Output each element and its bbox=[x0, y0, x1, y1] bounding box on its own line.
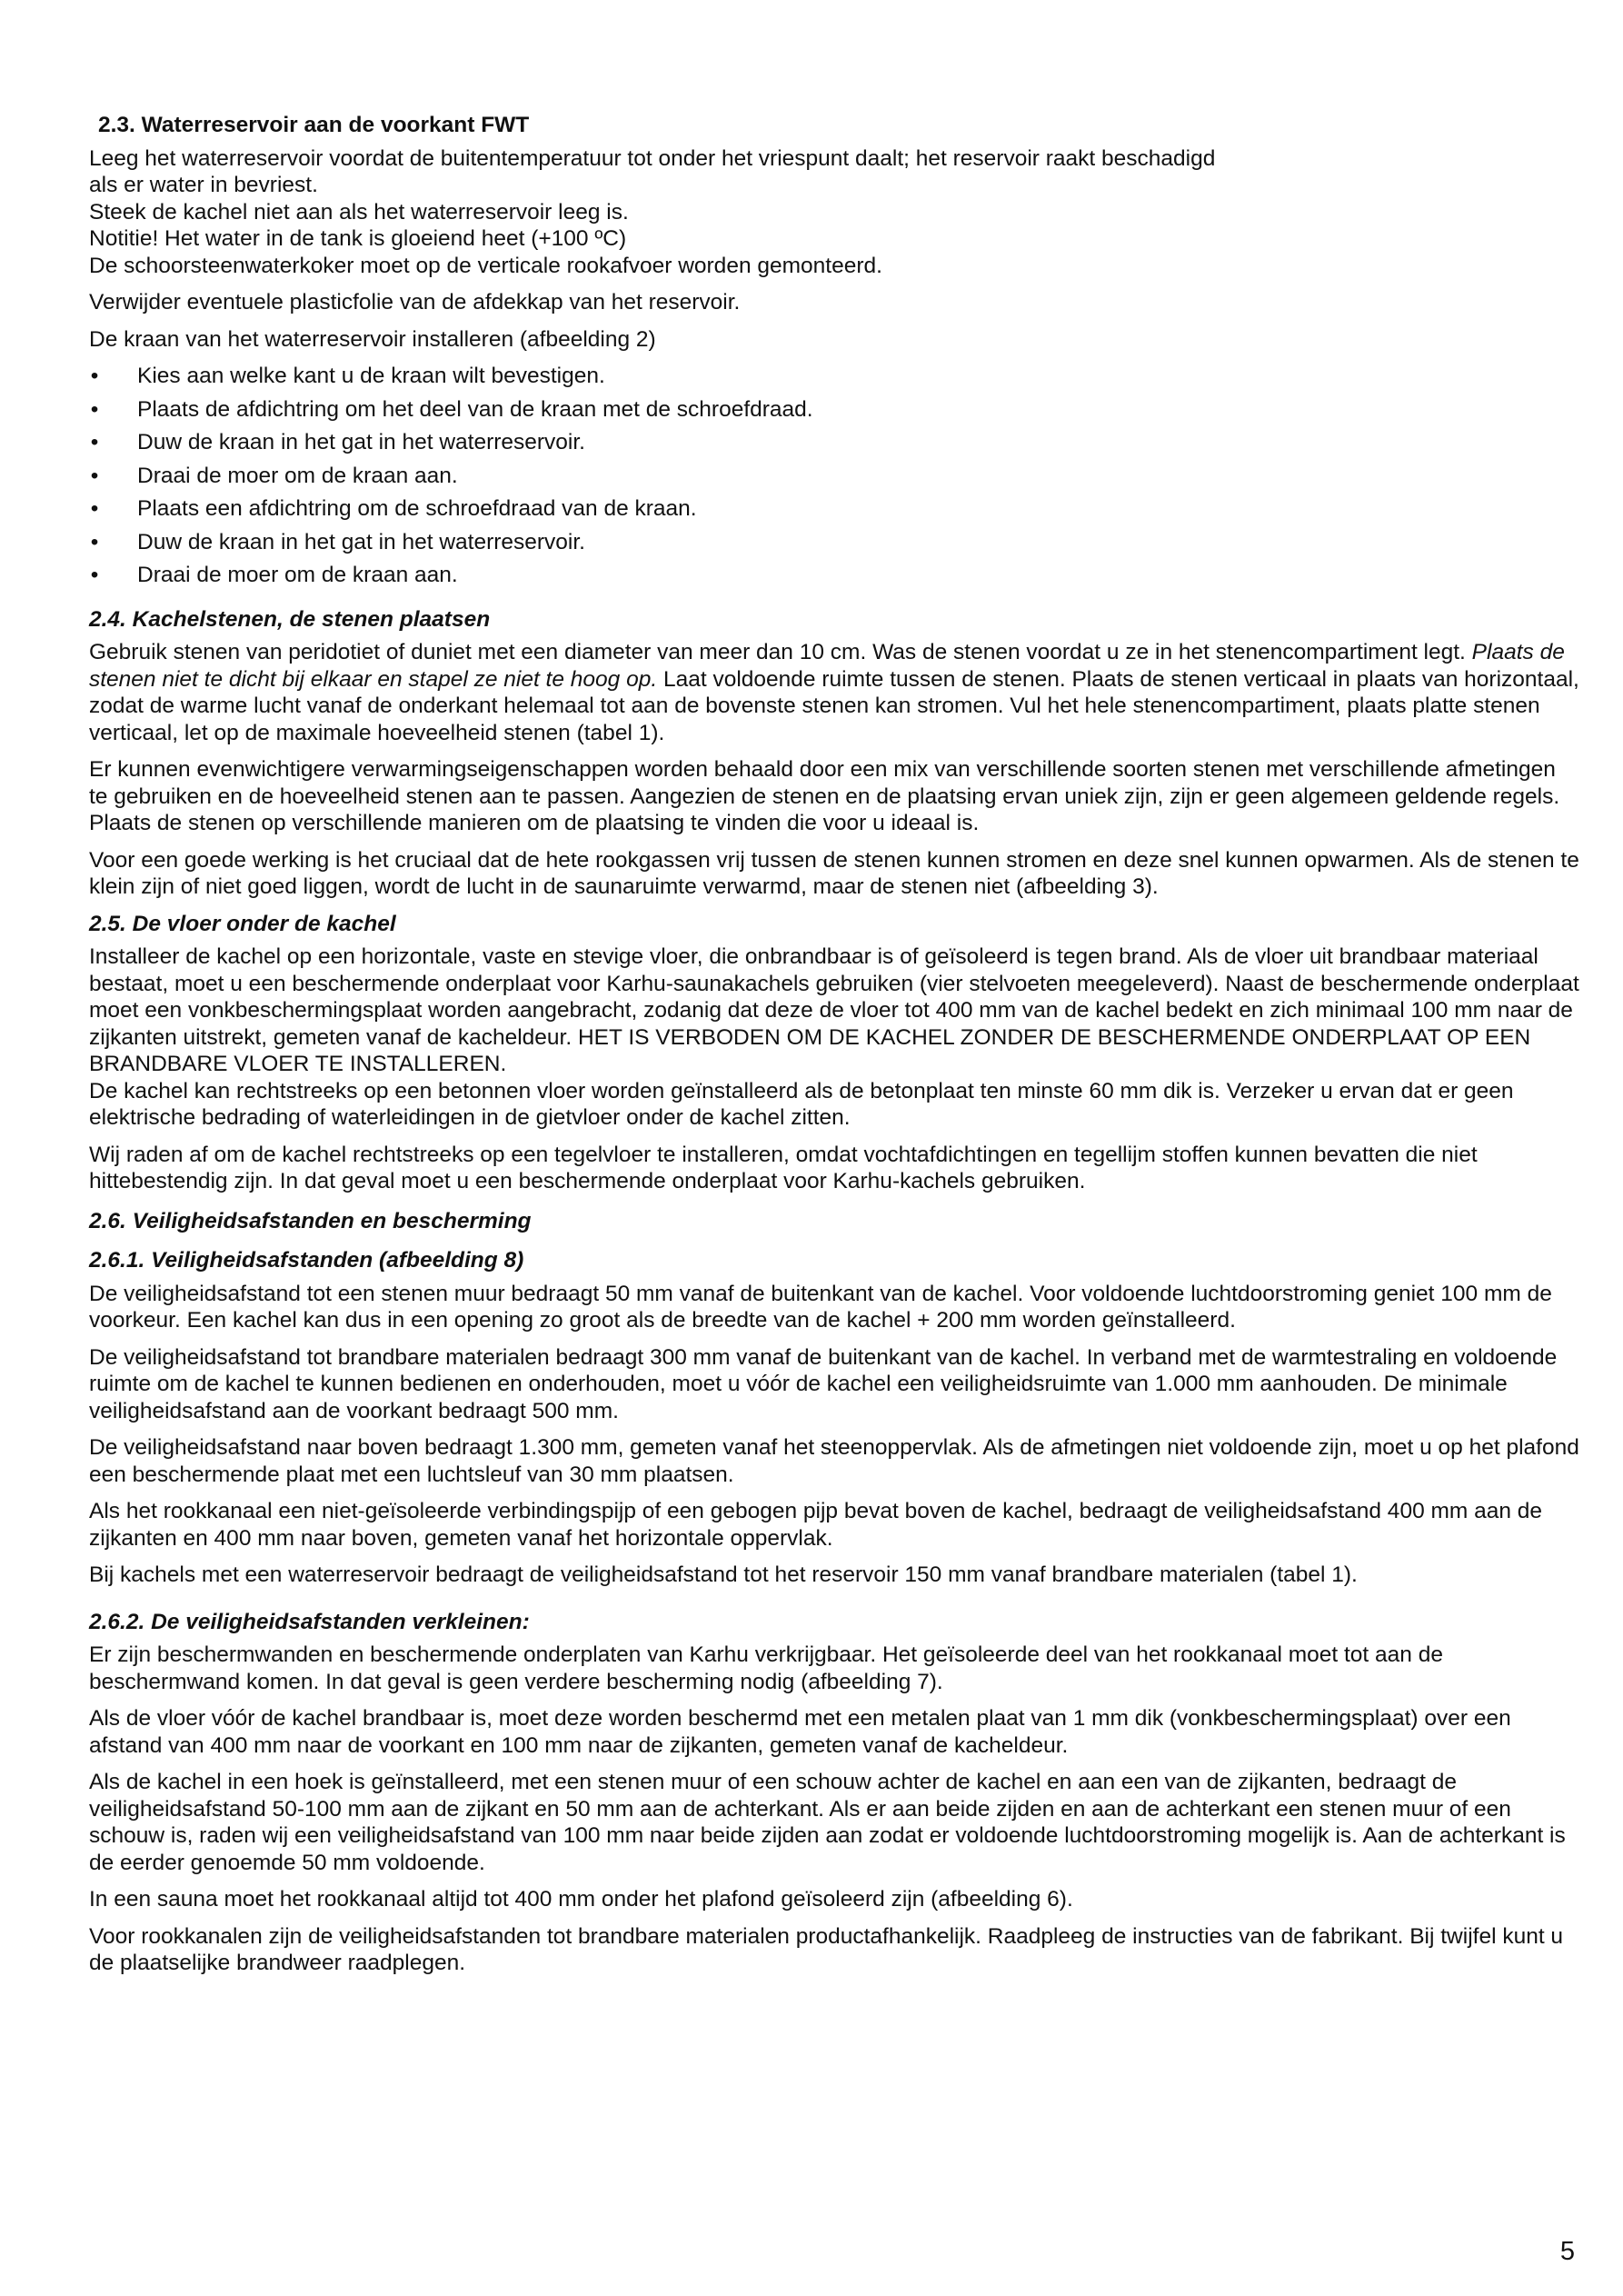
paragraph: In een sauna moet het rookkanaal altijd tot 400 mm onder het plafond geïsoleerd zijn (afbeelding 6). bbox=[89, 1887, 1073, 1912]
bullet-icon: • bbox=[90, 529, 99, 554]
list-item bbox=[89, 529, 1579, 556]
section-heading-2-6-1: 2.6.1. Veiligheidsafstanden (afbeelding 8) bbox=[89, 1248, 524, 1273]
list-item-text: Draai de moer om de kraan aan. bbox=[137, 463, 458, 488]
list-item bbox=[89, 495, 1579, 523]
list-item bbox=[89, 463, 1579, 490]
document-page bbox=[89, 112, 1579, 1987]
paragraph bbox=[89, 639, 1579, 746]
paragraph: Er kunnen evenwichtigere verwarmingseigenschappen worden behaald door een mix van verschillende soorten stenen met verschillende afmetingen te gebruiken en de hoeveelheid stenen aan te passen. Aangezien de stenen en de plaatsing ervan uniek zijn, zijn er geen algemeen geldende regels. Plaats de stenen op verschillende manieren om de plaatsing te vinden die voor u ideaal is. bbox=[89, 757, 1560, 835]
section-heading-2-3: 2.3. Waterreservoir aan de voorkant FWT bbox=[98, 113, 530, 137]
paragraph: Als de kachel in een hoek is geïnstalleerd, met een stenen muur of een schouw achter de kachel en aan een van de zijkanten, bedraagt de veiligheidsafstand 50-100 mm aan de zijkant en 50 mm aan de achterkant. Als er aan beide zijden en aan de achterkant een stenen muur of een schouw is, raden wij een veiligheidsafstand van 100 mm naar beide zijden aan zodat er voldoende luchtdoorstroming mogelijk is. Aan de achterkant is de eerder genoemde 50 mm voldoende. bbox=[89, 1770, 1566, 1875]
page-number: 5 bbox=[1559, 2237, 1575, 2266]
bullet-icon: • bbox=[90, 364, 99, 388]
list-item-text: Draai de moer om de kraan aan. bbox=[137, 563, 458, 587]
paragraph-text: Gebruik stenen van peridotiet of duniet met een diameter van meer dan 10 cm. Was de stenen voordat u ze in het stenencompartiment legt. bbox=[89, 640, 1472, 664]
paragraph: De veiligheidsafstand naar boven bedraagt 1.300 mm, gemeten vanaf het steenoppervlak. Als de afmetingen niet voldoende zijn, moet u op het plafond een beschermende plaat met een luchtsleuf van 30 mm plaatsen. bbox=[89, 1435, 1579, 1487]
emphasized-text: Plaats de stenen niet te dicht bij elkaar en stapel ze niet te hoog op. bbox=[89, 640, 1565, 692]
bullet-icon: • bbox=[90, 396, 99, 422]
list-item-text: Kies aan welke kant u de kraan wilt bevestigen. bbox=[137, 364, 605, 388]
paragraph: Bij kachels met een waterreservoir bedraagt de veiligheidsafstand tot het reservoir 150 mm vanaf brandbare materialen (tabel 1). bbox=[89, 1562, 1358, 1587]
list-item bbox=[89, 429, 1579, 456]
bullet-icon: • bbox=[90, 463, 99, 488]
paragraph-text: Laat voldoende ruimte tussen de stenen. Plaats de stenen verticaal in plaats van horizontaal, zodat de warme lucht vanaf de onderkant helemaal tot aan de bovenste stenen kan stromen. Vul het hele stenencompartiment, plaats platte stenen verticaal, let op de maximale hoeveelheid stenen (tabel 1). bbox=[89, 666, 1579, 745]
bullet-icon: • bbox=[90, 496, 99, 521]
section-heading-2-4: 2.4. Kachelstenen, de stenen plaatsen bbox=[89, 606, 491, 632]
bullet-icon: • bbox=[90, 563, 99, 587]
list-item bbox=[89, 562, 1579, 589]
paragraph: De veiligheidsafstand tot een stenen muur bedraagt 50 mm vanaf de buitenkant van de kachel. Voor voldoende luchtdoorstroming geniet 100 mm de voorkeur. Een kachel kan dus in een opening zo groot als de breedte van de kachel + 200 mm worden geïnstalleerd. bbox=[89, 1281, 1552, 1333]
paragraph: Wij raden af om de kachel rechtstreeks op een tegelvloer te installeren, omdat vochtafdichtingen en tegellijm stoffen kunnen bevatten die niet hittebestendig zijn. In dat geval moet u een beschermende onderplaat voor Karhu-kachels gebruiken. bbox=[89, 1142, 1478, 1193]
paragraph: Leeg het waterreservoir voordat de buitentemperatuur tot onder het vriespunt daalt; het reservoir raakt beschadigd als er water in bevriest. Steek de kachel niet aan als het waterreservoir leeg is. Notitie! Het water in de tank is gloeiend heet (+100 ºC) De schoorsteenwaterkoker moet op de verticale rookafvoer worden gemonteerd. bbox=[89, 145, 1216, 278]
paragraph: Als de vloer vóór de kachel brandbaar is, moet deze worden beschermd met een metalen plaat van 1 mm dik (vonkbeschermingsplaat) over een afstand van 400 mm naar de voorkant en 100 mm naar de zijkanten, gemeten vanaf de kacheldeur. bbox=[89, 1706, 1511, 1758]
list-item-text: Duw de kraan in het gat in het waterreservoir. bbox=[137, 430, 585, 454]
paragraph: De kraan van het waterreservoir installeren (afbeelding 2) bbox=[89, 326, 656, 352]
installation-steps-list bbox=[89, 363, 1579, 589]
list-item bbox=[89, 396, 1579, 424]
paragraph: Verwijder eventuele plasticfolie van de afdekkap van het reservoir. bbox=[89, 290, 741, 314]
paragraph: Als het rookkanaal een niet-geïsoleerde verbindingspijp of een gebogen pijp bevat boven de kachel, bedraagt de veiligheidsafstand 400 mm aan de zijkanten en 400 mm naar boven, gemeten vanaf het horizontale oppervlak. bbox=[89, 1499, 1543, 1551]
list-item bbox=[89, 363, 1579, 390]
paragraph: Installeer de kachel op een horizontale, vaste en stevige vloer, die onbrandbaar is of geïsoleerd is tegen brand. Als de vloer uit brandbaar materiaal bestaat, moet u een beschermende onderplaat voor Karhu-saunakachels gebruiken (vier stelvoeten meegeleverd). Naast de beschermende onderplaat moet een vonkbeschermingsplaat worden aangebracht, zodanig dat deze de vloer tot 400 mm van de kachel bedekt en zich minimaal 100 mm naar de zijkanten uitstrekt, gemeten vanaf de kacheldeur. HET IS VERBODEN OM DE KACHEL ZONDER DE BESCHERMENDE ONDERPLAAT OP EEN BRANDBARE VLOER TE INSTALLEREN. De kachel kan rechtstreeks op een betonnen vloer worden geïnstalleerd als de betonplaat ten minste 60 mm dik is. Verzeker u ervan dat er geen elektrische bedrading of waterleidingen in de gietvloer onder de kachel zitten. bbox=[89, 944, 1579, 1130]
section-heading-2-6-2: 2.6.2. De veiligheidsafstanden verkleinen: bbox=[89, 1609, 530, 1634]
paragraph: Er zijn beschermwanden en beschermende onderplaten van Karhu verkrijgbaar. Het geïsoleerde deel van het rookkanaal moet tot aan de beschermwand komen. In dat geval is geen verdere bescherming nodig (afbeelding 7). bbox=[89, 1642, 1443, 1694]
bullet-icon: • bbox=[90, 430, 99, 454]
paragraph: De veiligheidsafstand tot brandbare materialen bedraagt 300 mm vanaf de buitenkant van de kachel. In verband met de warmtestraling en voldoende ruimte om de kachel te kunnen bedienen en onderhouden, moet u vóór de kachel een veiligheidsruimte van 1.000 mm aanhouden. De minimale veiligheidsafstand aan de voorkant bedraagt 500 mm. bbox=[89, 1344, 1558, 1423]
list-item-text: Duw de kraan in het gat in het waterreservoir. bbox=[137, 529, 585, 554]
list-item-text: Plaats een afdichtring om de schroefdraad van de kraan. bbox=[137, 496, 697, 521]
section-heading-2-6: 2.6. Veiligheidsafstanden en bescherming bbox=[89, 1208, 532, 1233]
section-heading-2-5: 2.5. De vloer onder de kachel bbox=[89, 911, 396, 936]
list-item-text: Plaats de afdichtring om het deel van de kraan met de schroefdraad. bbox=[137, 396, 813, 422]
paragraph: Voor rookkanalen zijn de veiligheidsafstanden tot brandbare materialen productafhankelijk. Raadpleeg de instructies van de fabrikant. Bij twijfel kunt u de plaatselijke brandweer raadplegen. bbox=[89, 1923, 1564, 1975]
paragraph: Voor een goede werking is het cruciaal dat de hete rookgassen vrij tussen de stenen kunnen stromen en deze snel kunnen opwarmen. Als de stenen te klein zijn of niet goed liggen, wordt de lucht in de saunaruimte verwarmd, maar de stenen niet (afbeelding 3). bbox=[89, 847, 1579, 899]
